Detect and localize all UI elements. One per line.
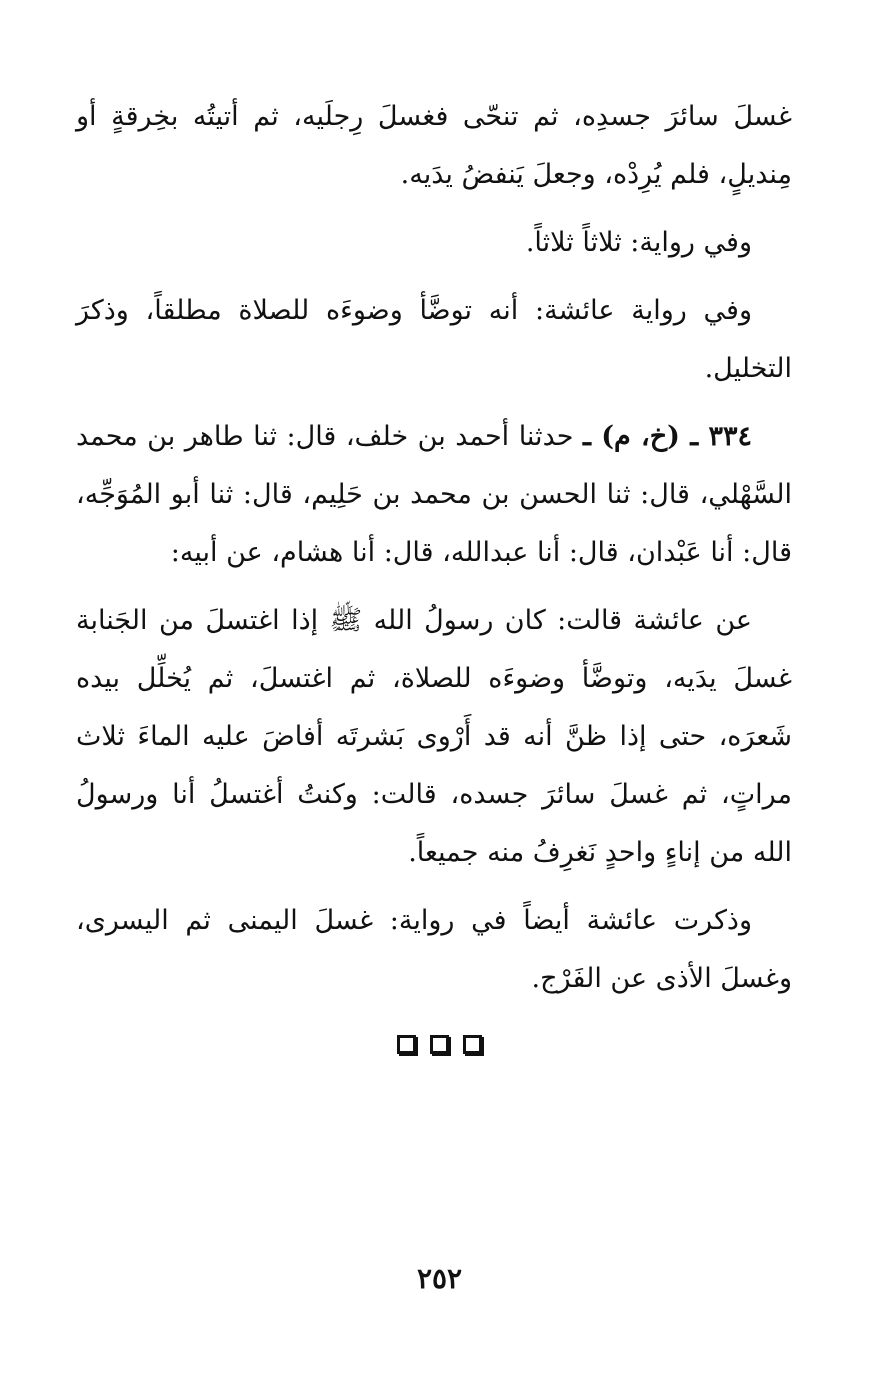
paragraph-continuation: غسلَ سائرَ جسدِه، ثم تنحّى فغسلَ رِجلَيه، ثم أتيتُه بخِرقةٍ أو مِنديلٍ، فلم يُرِدْه، وجعلَ يَنفضُ يدَيه. <box>76 101 792 190</box>
paragraph-matn: عن عائشة قالت: كان رسولُ الله ﷺ إذا اغتسلَ من الجَنابة غسلَ يدَيه، وتوضَّأ وضوءَه للصلاة، ثم اغتسلَ، ثم يُخلِّل بيده شَعرَه، حتى إذا ظنَّ أنه قد أَرْوى بَشرتَه أفاضَ عليه الماءَ ثلاث مراتٍ، ثم غسلَ سائرَ جسده، قالت: وكنتُ أغتسلُ أنا ورسولُ الله من إناءٍ واحدٍ نَغرِفُ منه جميعاً. <box>76 605 792 868</box>
square-ornament-icon <box>397 1035 416 1054</box>
isnad-text: حدثنا أحمد بن خلف، قال: ثنا طاهر بن محمد السَّهْلي، قال: ثنا الحسن بن محمد بن حَلِيم، قال: ثنا أبو المُوَجِّه، قال: أنا عَبْدان، قال: أنا عبدالله، قال: أنا هشام، عن أبيه: <box>76 421 792 568</box>
paragraph-riwaya-2: وذكرت عائشة أيضاً في رواية: غسلَ اليمنى ثم اليسرى، وغسلَ الأذى عن الفَرْج. <box>76 905 792 994</box>
square-ornament-icon <box>430 1035 449 1054</box>
paragraph-riwaya-aisha: وفي رواية عائشة: أنه توضَّأ وضوءَه للصلاة مطلقاً، وذكرَ التخليل. <box>76 295 792 384</box>
page-body <box>76 88 792 1018</box>
paragraph-riwaya-1: وفي رواية: ثلاثاً ثلاثاً. <box>525 227 752 258</box>
paragraph-isnad <box>76 408 792 582</box>
section-divider-ornament <box>0 1035 879 1058</box>
page-number: ٢٥٢ <box>416 1262 463 1295</box>
hadith-number: ٣٣٤ ـ (خ، م) ـ <box>582 421 752 452</box>
square-ornament-icon <box>463 1035 482 1054</box>
